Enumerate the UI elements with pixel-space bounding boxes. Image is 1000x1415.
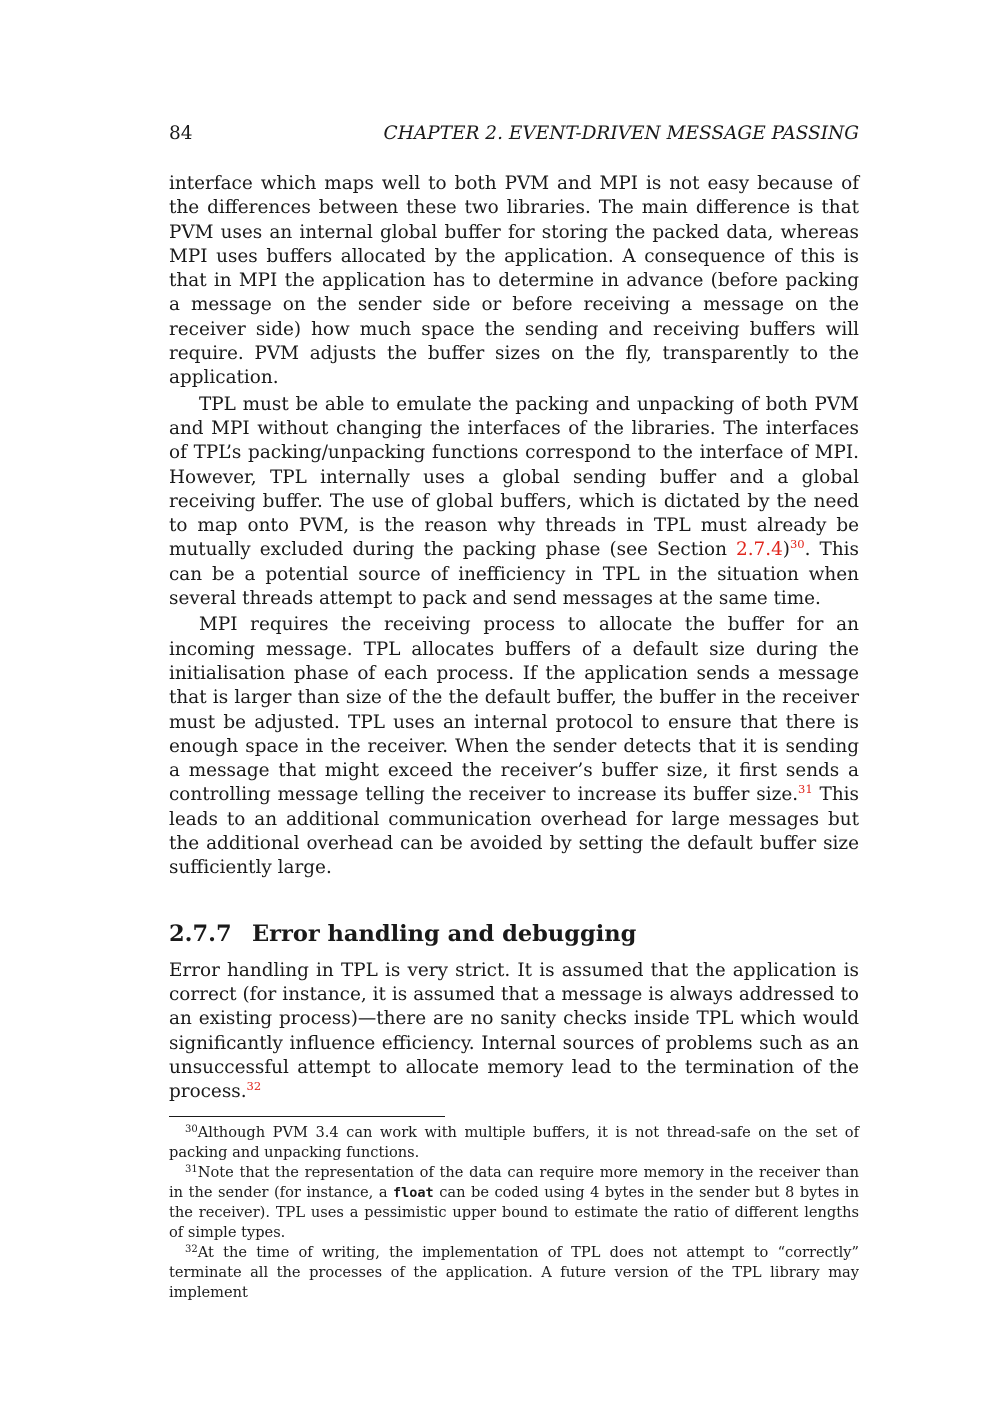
body-text bbox=[169, 172, 859, 881]
section-paragraph-1 bbox=[169, 959, 859, 1105]
footnote-31-mark: 31 bbox=[185, 1164, 198, 1176]
paragraph-2 bbox=[169, 393, 859, 612]
footnote-31-text-a: Note that the representation of the data can require more memory in the receiver than in the sender (for instance, a bbox=[169, 1164, 859, 1202]
footnote-link-30[interactable]: 30 bbox=[789, 537, 805, 552]
paragraph-2-text-a: TPL must be able to emulate the packing and unpacking of both PVM and MPI without changing the interfaces of the libraries. The interfaces of TPL’s packing/unpacking functions correspond to the interface of MPI. However, TPL internally uses a global sending buffer and a global receiving buffer. The use of global buffers, which is dictated by the need to map onto PVM, is the reason why threads in TPL must already be mutually excluded during the packing phase (see Section bbox=[169, 393, 859, 561]
section-title: Error handling and debugging bbox=[252, 920, 637, 947]
footnote-30-text: Although PVM 3.4 can work with multiple buffers, it is not thread-safe on the set of packing and unpacking functions. bbox=[169, 1124, 859, 1162]
footnote-31-code: float bbox=[393, 1185, 434, 1202]
footnote-divider bbox=[169, 1116, 445, 1117]
page-number: 84 bbox=[169, 123, 193, 144]
paragraph-1: interface which maps well to both PVM and MPI is not easy because of the differences between these two libraries. The main difference is that PVM uses an internal global buffer for storing the packed data, whereas MPI uses buffers allocated by the application. A consequence of this is that in MPI the application has to determine in advance (before packing a message on the sender side or before receiving a message on the receiver side) how much space the sending and receiving buffers will require. PVM adjusts the buffer sizes on the fly, transparently to the application. bbox=[169, 173, 859, 389]
section-paragraph-1-text: Error handling in TPL is very strict. It is assumed that the application is correct (for instance, it is assumed that a message is always addressed to an existing process)—there are no sanity checks inside TPL which would significantly influence efficiency. Internal sources of problems such as an unsuccessful attempt to allocate memory lead to the termination of the process. bbox=[169, 959, 859, 1103]
section-heading bbox=[169, 919, 859, 949]
footnote-link-32[interactable]: 32 bbox=[246, 1079, 262, 1094]
footnote-32 bbox=[169, 1243, 859, 1303]
section-reference-link[interactable]: 2.7.4 bbox=[736, 539, 783, 561]
section-body bbox=[169, 959, 859, 1105]
footnote-30-mark: 30 bbox=[185, 1124, 198, 1136]
footnote-31 bbox=[169, 1163, 859, 1243]
footnote-31-text-b: can be coded using 4 bytes in the sender but 8 bytes in the receiver). TPL uses a pessimistic upper bound to estimate the ratio of different lengths of simple types. bbox=[169, 1184, 859, 1242]
footnote-32-mark: 32 bbox=[185, 1244, 198, 1256]
chapter-title: CHAPTER 2. EVENT-DRIVEN MESSAGE PASSING bbox=[383, 123, 859, 144]
footnote-link-31[interactable]: 31 bbox=[798, 782, 813, 797]
page-content bbox=[169, 118, 859, 1303]
footnote-30 bbox=[169, 1123, 859, 1163]
paragraph-2-text-c: . This can be a potential source of inefficiency in TPL in the situation when several threads attempt to pack and send messages at the same time. bbox=[169, 539, 859, 610]
footnote-32-text: At the time of writing, the implementation of TPL does not attempt to “correctly” terminate all the processes of the application. A future version of the TPL library may implement bbox=[169, 1244, 859, 1302]
paragraph-2-text-b: ) bbox=[782, 539, 790, 561]
paragraph-3-text-a: MPI requires the receiving process to allocate the buffer for an incoming message. TPL allocates buffers of a default size during the initialisation phase of each process. If the application sends a message that is larger than size of the the default buffer, the buffer in the receiver must be adjusted. TPL uses an internal protocol to ensure that there is enough space in the receiver. When the sender detects that it is sending a message that might exceed the receiver’s buffer size, it first sends a controlling message telling the receiver to increase its buffer size. bbox=[169, 614, 859, 806]
footnotes bbox=[169, 1123, 859, 1303]
section-number: 2.7.7 bbox=[169, 920, 232, 947]
paragraph-3 bbox=[169, 613, 859, 880]
paragraph-3-text-b: This leads to an additional communication overhead for large messages but the additional overhead can be avoided by setting the default buffer size sufficiently large. bbox=[169, 784, 859, 879]
running-header bbox=[169, 118, 859, 150]
